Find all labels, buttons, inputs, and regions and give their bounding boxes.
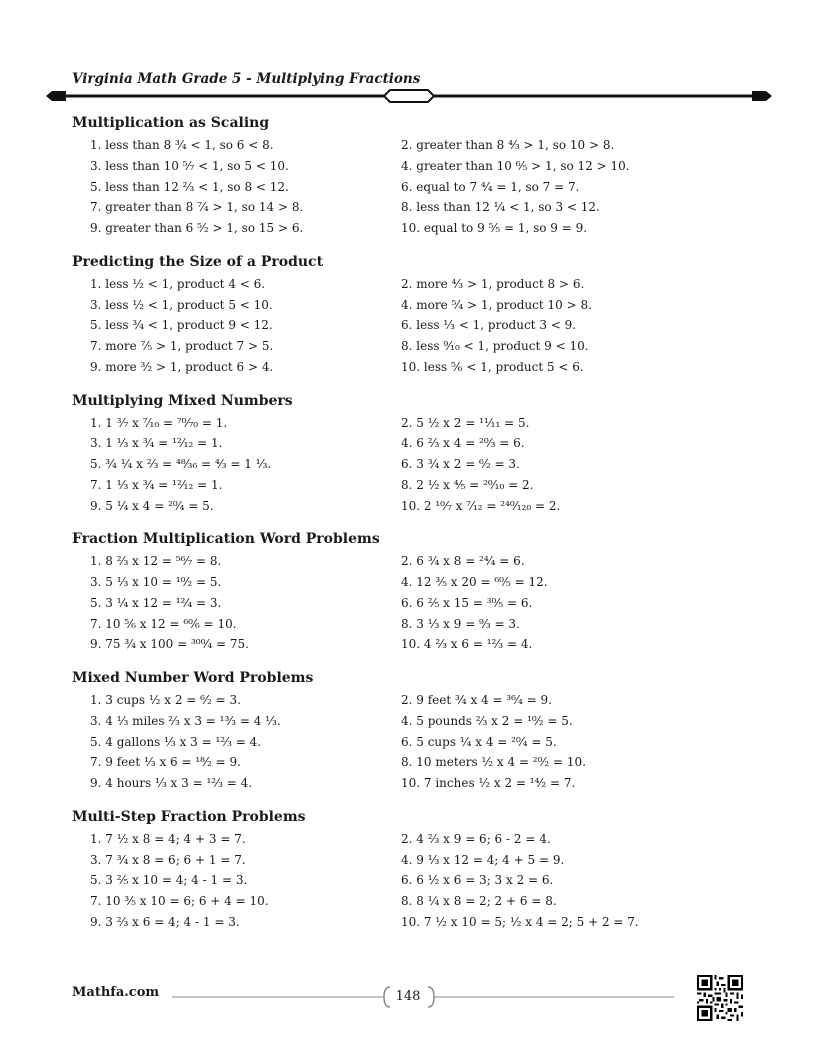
answer-item: 1. 8 ⅔ x 12 = ⁵⁶⁄₇ = 8. bbox=[90, 554, 222, 569]
section-title: Predicting the Size of a Product bbox=[72, 253, 324, 270]
answer-item: 1. 1 ³⁄₇ x ⁷⁄₁₀ = ⁷⁰⁄₇₀ = 1. bbox=[90, 415, 228, 430]
answer-item: 5. 3 ⅖ x 10 = 4; 4 - 1 = 3. bbox=[90, 873, 248, 888]
answer-item: 4. 9 ⅓ x 12 = 4; 4 + 5 = 9. bbox=[401, 852, 565, 867]
answer-item: 3. 5 ⅓ x 10 = ¹⁰⁄₂ = 5. bbox=[90, 575, 222, 589]
answer-item: 2. 4 ⅔ x 9 = 6; 6 - 2 = 4. bbox=[401, 831, 551, 846]
answer-item: 5. less ¾ < 1, product 9 < 12. bbox=[90, 318, 273, 333]
answer-item: 4. greater than 10 ⁶⁄₅ > 1, so 12 > 10. bbox=[401, 158, 630, 173]
qr-code-icon bbox=[697, 975, 743, 1021]
answer-item: 2. 6 ¾ x 8 = ²⁴⁄₄ = 6. bbox=[401, 554, 525, 569]
answer-item: 7. 9 feet ⅓ x 6 = ¹⁸⁄₂ = 9. bbox=[90, 755, 241, 770]
answer-item: 3. less ½ < 1, product 5 < 10. bbox=[90, 297, 273, 312]
answer-item: 1. 3 cups ½ x 2 = ⁶⁄₂ = 3. bbox=[90, 693, 241, 707]
answer-item: 7. greater than 8 ⁷⁄₄ > 1, so 14 > 8. bbox=[90, 200, 304, 215]
answer-item: 9. more ³⁄₂ > 1, product 6 > 4. bbox=[90, 359, 274, 374]
section-multiplication-as-scaling bbox=[72, 111, 752, 239]
answer-item: 9. 5 ¼ x 4 = ²⁰⁄₄ = 5. bbox=[90, 498, 214, 513]
answer-item: 10. equal to 9 ⁵⁄₅ = 1, so 9 = 9. bbox=[401, 221, 588, 235]
answer-item: 4. more ⁵⁄₄ > 1, product 10 > 8. bbox=[401, 297, 592, 312]
answer-item: 8. 8 ¼ x 8 = 2; 2 + 6 = 8. bbox=[401, 894, 557, 908]
answer-item: 5. less than 12 ⅔ < 1, so 8 < 12. bbox=[90, 179, 289, 194]
answer-item: 9. 3 ⅔ x 6 = 4; 4 - 1 = 3. bbox=[90, 914, 240, 929]
answer-item: 6. 6 ⅖ x 15 = ³⁰⁄₅ = 6. bbox=[401, 595, 533, 610]
section-mixed-number-word-problems bbox=[72, 666, 752, 794]
answer-item: 7. 10 ⅗ x 10 = 6; 6 + 4 = 10. bbox=[90, 894, 269, 908]
answer-item: 4. 6 ⅔ x 4 = ²⁰⁄₃ = 6. bbox=[401, 436, 525, 451]
answer-item: 1. less ½ < 1, product 4 < 6. bbox=[90, 276, 266, 291]
answer-item: 7. more ⁷⁄₅ > 1, product 7 > 5. bbox=[90, 339, 274, 353]
answer-item: 9. 4 hours ⅓ x 3 = ¹²⁄₃ = 4. bbox=[90, 776, 253, 790]
page-header-title: Virginia Math Grade 5 - Multiplying Fractions bbox=[72, 71, 421, 87]
section-title: Multiplication as Scaling bbox=[72, 115, 270, 131]
answer-item: 5. 3 ¼ x 12 = ¹²⁄₄ = 3. bbox=[90, 595, 222, 610]
answer-item: 6. 6 ½ x 6 = 3; 3 x 2 = 6. bbox=[401, 873, 554, 888]
answer-item: 3. 1 ⅓ x ¾ = ¹²⁄₁₂ = 1. bbox=[90, 436, 223, 451]
answer-item: 4. 12 ⅗ x 20 = ⁶⁰⁄₅ = 12. bbox=[401, 575, 548, 589]
section-title: Fraction Multiplication Word Problems bbox=[72, 531, 380, 548]
answer-item: 10. 7 ½ x 10 = 5; ½ x 4 = 2; 5 + 2 = 7. bbox=[401, 914, 639, 929]
answer-item: 6. 3 ¾ x 2 = ⁶⁄₂ = 3. bbox=[401, 457, 520, 471]
answer-item: 9. 75 ¾ x 100 = ³⁰⁰⁄₄ = 75. bbox=[90, 637, 249, 652]
answer-item: 7. 10 ⅚ x 12 = ⁶⁰⁄₆ = 10. bbox=[90, 616, 237, 631]
answer-item: 2. 5 ½ x 2 = ¹¹⁄₁₁ = 5. bbox=[401, 415, 530, 430]
answer-item: 1. less than 8 ¾ < 1, so 6 < 8. bbox=[90, 138, 274, 152]
answer-item: 3. less than 10 ⁵⁄₇ < 1, so 5 < 10. bbox=[90, 158, 289, 173]
answer-item: 10. 4 ⅔ x 6 = ¹²⁄₃ = 4. bbox=[401, 637, 533, 652]
page-number: 148 bbox=[395, 989, 421, 1004]
answer-item: 6. 5 cups ¼ x 4 = ²⁰⁄₄ = 5. bbox=[401, 734, 557, 749]
section-title: Multiplying Mixed Numbers bbox=[72, 392, 293, 409]
answer-item: 6. less ⅓ < 1, product 3 < 9. bbox=[401, 318, 577, 333]
answer-key-content bbox=[72, 110, 752, 944]
answer-item: 6. equal to 7 ⁴⁄₄ = 1, so 7 = 7. bbox=[401, 179, 580, 194]
answer-item: 1. 7 ½ x 8 = 4; 4 + 3 = 7. bbox=[90, 831, 246, 846]
answer-item: 5. 4 gallons ⅓ x 3 = ¹²⁄₃ = 4. bbox=[90, 734, 262, 749]
answer-item: 4. 5 pounds ⅔ x 2 = ¹⁰⁄₂ = 5. bbox=[401, 713, 573, 728]
answer-item: 10. 2 ¹⁰⁄₇ x ⁷⁄₁₂ = ²⁴⁰⁄₁₂₀ = 2. bbox=[401, 498, 561, 513]
section-multi-step-fraction-problems bbox=[72, 805, 752, 933]
answer-item: 10. 7 inches ½ x 2 = ¹⁴⁄₂ = 7. bbox=[401, 776, 576, 790]
section-multiplying-mixed-numbers bbox=[72, 389, 752, 517]
answer-item: 8. less than 12 ¼ < 1, so 3 < 12. bbox=[401, 200, 600, 215]
answer-item: 2. greater than 8 ⁴⁄₃ > 1, so 10 > 8. bbox=[401, 138, 615, 152]
answer-item: 8. less ⁹⁄₁₀ < 1, product 9 < 10. bbox=[401, 339, 589, 353]
section-predicting-size-of-product bbox=[72, 250, 752, 378]
answer-item: 9. greater than 6 ⁵⁄₂ > 1, so 15 > 6. bbox=[90, 221, 304, 235]
section-fraction-word-problems bbox=[72, 527, 752, 655]
footer-site-name: Mathfa.com bbox=[72, 985, 160, 1000]
answer-item: 3. 7 ¾ x 8 = 6; 6 + 1 = 7. bbox=[90, 852, 246, 867]
answer-item: 2. 9 feet ¾ x 4 = ³⁶⁄₄ = 9. bbox=[401, 693, 552, 707]
answer-item: 2. more ⁴⁄₃ > 1, product 8 > 6. bbox=[401, 276, 585, 291]
answer-item: 8. 10 meters ½ x 4 = ²⁰⁄₂ = 10. bbox=[401, 755, 587, 770]
answer-item: 5. ¾ ¼ x ⅔ = ⁴⁸⁄₃₆ = ⁴⁄₃ = 1 ⅓. bbox=[90, 457, 272, 471]
header-divider bbox=[44, 86, 774, 106]
answer-item: 8. 3 ⅓ x 9 = ⁹⁄₃ = 3. bbox=[401, 616, 520, 631]
answer-item: 3. 4 ⅓ miles ⅔ x 3 = ¹³⁄₃ = 4 ⅓. bbox=[90, 713, 281, 728]
section-title: Mixed Number Word Problems bbox=[72, 670, 314, 686]
section-title: Multi-Step Fraction Problems bbox=[72, 808, 306, 825]
answer-item: 7. 1 ⅓ x ¾ = ¹²⁄₁₂ = 1. bbox=[90, 477, 223, 492]
answer-item: 10. less ⅚ < 1, product 5 < 6. bbox=[401, 359, 584, 374]
answer-item: 8. 2 ½ x ⅘ = ²⁰⁄₁₀ = 2. bbox=[401, 477, 534, 492]
